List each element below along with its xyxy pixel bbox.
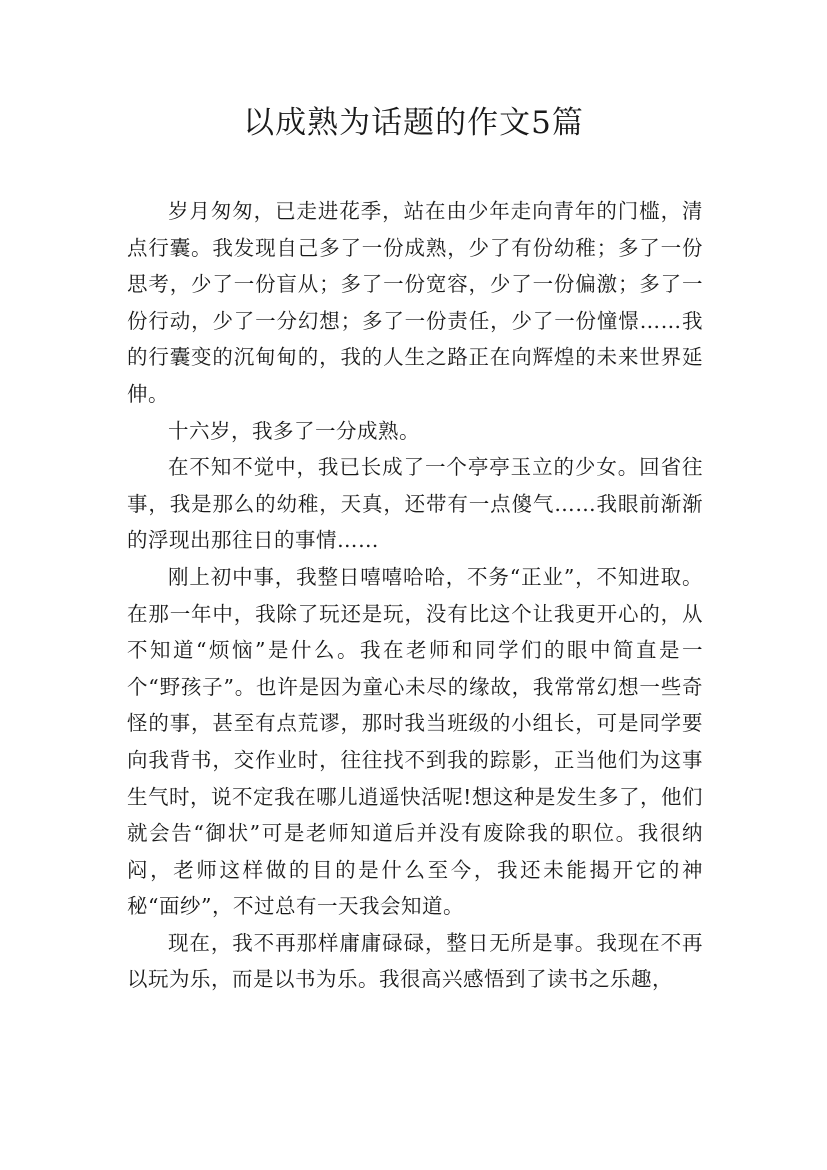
paragraph: 岁月匆匆，已走进花季，站在由少年走向青年的门槛，清点行囊。我发现自己多了一份成熟，少了有份幼稚；多了一份思考，少了一份盲从；多了一份宽容，少了一份偏激；多了一份行动，少了一分幻想；多了一份责任，少了一份憧憬……我的行囊变的沉甸甸的，我的人生之路正在向辉煌的未来世界延伸。 [127,199,703,406]
paragraph: 十六岁，我多了一分成熟。 [168,418,420,443]
paragraph: 在不知不觉中，我已长成了一个亭亭玉立的少女。回省往事，我是那么的幼稚，天真，还带有一点傻气……我眼前渐渐的浮现出那往日的事情…… [127,455,703,553]
paragraph: 现在，我不再那样庸庸碌碌，整日无所是事。我现在不再以玩为乐，而是以书为乐。我很高兴感悟到了读书之乐趣， [127,930,703,992]
document-body [127,193,703,998]
document-title: 以成熟为话题的作文5篇 [243,105,584,141]
paragraph: 刚上初中事，我整日嘻嘻哈哈，不务“正业”，不知进取。在那一年中，我除了玩还是玩，没有比这个让我更开心的，从不知道“烦恼”是什么。我在老师和同学们的眼中简直是一个“野孩子”。也许是因为童心未尽的缘故，我常常幻想一些奇怪的事，甚至有点荒谬，那时我当班级的小组长，可是同学要向我背书，交作业时，往往找不到我的踪影，正当他们为这事生气时，说不定我在哪儿逍遥快活呢!想这种是发生多了，他们就会告“御状”可是老师知道后并没有废除我的职位。我很纳闷，老师这样做的目的是什么至今，我还未能揭开它的神秘“面纱”，不过总有一天我会知道。 [127,564,703,919]
